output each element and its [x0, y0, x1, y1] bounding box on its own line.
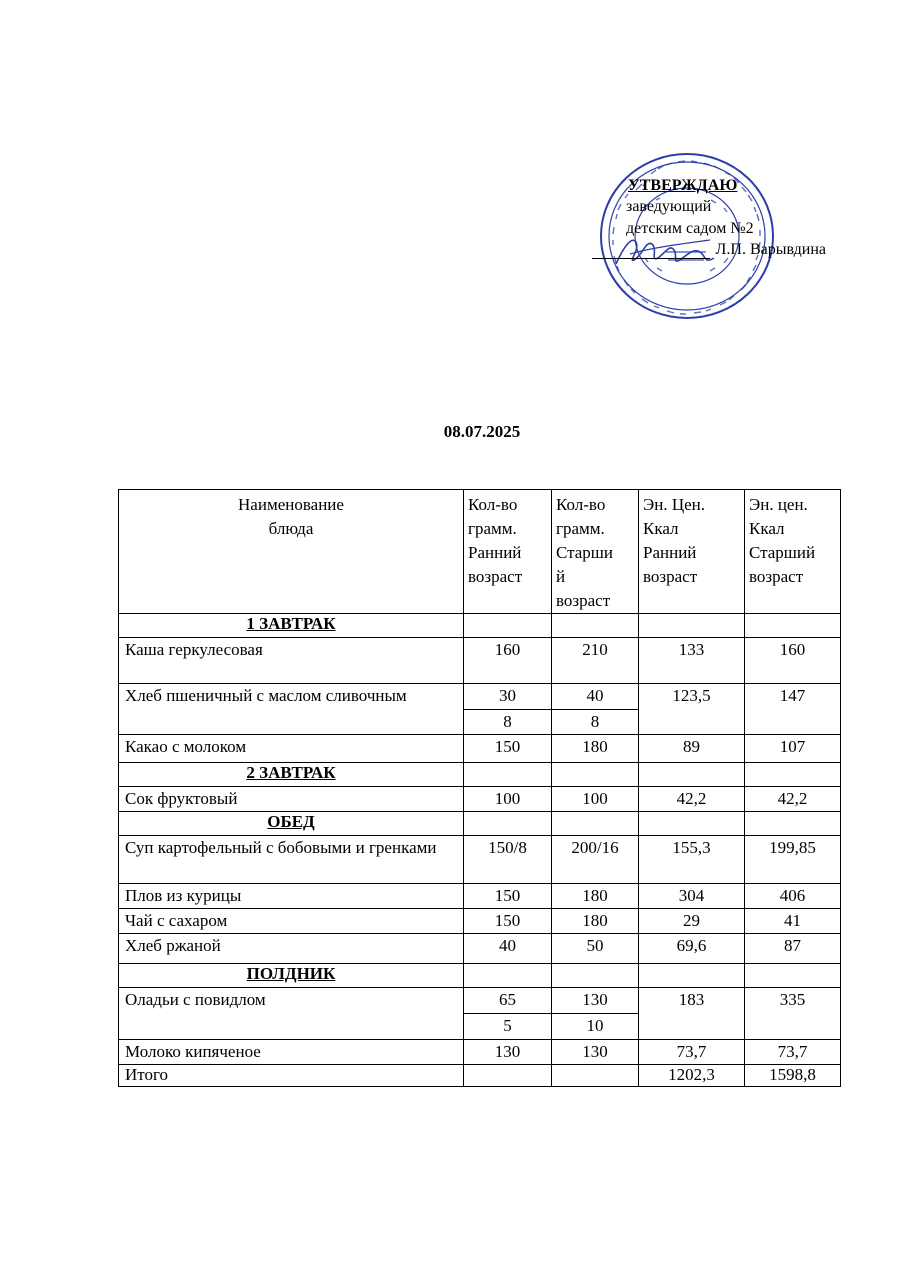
dish-row: [119, 884, 841, 909]
qty-senior-cell: [552, 787, 639, 812]
total-kcal-senior: 1598,8: [745, 1065, 841, 1087]
qty-early-cell: [464, 988, 552, 1040]
header-line: Старший: [749, 543, 816, 562]
dish-name: Хлеб ржаной: [119, 934, 464, 964]
dish-row: [119, 1040, 841, 1065]
qty-senior-cell: [552, 638, 639, 684]
header-line: возраст: [468, 567, 523, 586]
empty-cell: [639, 812, 745, 836]
section-title: ОБЕД: [119, 812, 464, 836]
header-kcal-early: [639, 490, 745, 614]
empty-cell: [639, 614, 745, 638]
qty-senior-cell: [552, 836, 639, 884]
header-line: Кол-во: [556, 495, 606, 514]
menu-body: [119, 614, 841, 1087]
approval-heading: УТВЕРЖДАЮ: [628, 177, 738, 194]
kcal-value: 29: [683, 911, 700, 930]
kcal-value: 133: [678, 640, 705, 659]
kcal-value: 73,7: [777, 1042, 808, 1061]
kcal-value: 73,7: [676, 1042, 707, 1061]
menu-date: 08.07.2025: [443, 422, 521, 441]
header-line: возраст: [643, 567, 698, 586]
kcal-senior-cell: [745, 988, 841, 1040]
kcal-value: 89: [683, 737, 700, 756]
qty-value: 150: [494, 886, 521, 905]
kcal-value: 160: [779, 640, 806, 659]
qty-value: 180: [582, 737, 608, 756]
kcal-senior-cell: [745, 836, 841, 884]
qty-value: 150: [494, 911, 521, 930]
empty-cell: [745, 964, 841, 988]
qty-value: 180: [582, 886, 608, 905]
section-header-row: [119, 812, 841, 836]
kcal-early-cell: [639, 934, 745, 964]
dish-name: Чай с сахаром: [119, 909, 464, 934]
section-title: 1 ЗАВТРАК: [119, 614, 464, 638]
kcal-senior-cell: [745, 1040, 841, 1065]
qty-senior-cell: [552, 884, 639, 909]
kcal-value: 69,6: [676, 936, 707, 955]
section-header-row: [119, 614, 841, 638]
qty-value-secondary: 5: [503, 1016, 512, 1035]
section-header-row: [119, 964, 841, 988]
qty-early-cell: [464, 909, 552, 934]
approval-position: заведующий: [626, 198, 712, 215]
dish-row: [119, 836, 841, 884]
qty-value: 150/8: [488, 838, 527, 857]
kcal-value: 41: [784, 911, 801, 930]
kcal-senior-cell: [745, 884, 841, 909]
dish-row: [119, 988, 841, 1040]
empty-cell: [464, 1065, 552, 1087]
qty-value: 100: [582, 789, 608, 808]
kcal-value: 42,2: [777, 789, 808, 808]
qty-value: 65: [464, 988, 551, 1014]
header-line: возраст: [556, 591, 611, 610]
empty-cell: [745, 812, 841, 836]
qty-early-cell: [464, 638, 552, 684]
header-line: Ккал: [643, 519, 679, 538]
empty-cell: [552, 763, 639, 787]
qty-value: 30: [464, 684, 551, 710]
kcal-value: 87: [784, 936, 801, 955]
empty-cell: [552, 1065, 639, 1087]
dish-row: [119, 787, 841, 812]
empty-cell: [464, 614, 552, 638]
qty-senior-cell: [552, 934, 639, 964]
qty-value: 150: [494, 737, 521, 756]
qty-early-cell: [464, 684, 552, 735]
qty-value-secondary: 8: [590, 712, 600, 731]
header-line: грамм.: [468, 519, 517, 538]
qty-senior-cell: [552, 735, 639, 763]
header-line: Наименование: [238, 495, 344, 514]
qty-senior-cell: [552, 909, 639, 934]
menu-table: [118, 489, 841, 1087]
total-kcal-early: 1202,3: [639, 1065, 745, 1087]
empty-cell: [552, 614, 639, 638]
kcal-early-cell: [639, 836, 745, 884]
header-line: Эн. цен.: [749, 495, 808, 514]
dish-name: Хлеб пшеничный с маслом сливочным: [119, 684, 464, 735]
empty-cell: [745, 614, 841, 638]
kcal-senior-cell: [745, 684, 841, 735]
qty-value: 210: [582, 640, 608, 659]
qty-senior-cell: [552, 988, 639, 1040]
qty-value: 200/16: [571, 838, 619, 857]
qty-senior-cell: [552, 684, 639, 735]
kcal-early-cell: [639, 638, 745, 684]
total-label: Итого: [119, 1065, 464, 1087]
dish-name: Каша геркулесовая: [119, 638, 464, 684]
kcal-value: 107: [779, 737, 806, 756]
header-line: Ккал: [749, 519, 785, 538]
qty-value: 50: [586, 936, 604, 955]
header-row: [119, 490, 841, 614]
section-header-row: [119, 763, 841, 787]
dish-name: Плов из курицы: [119, 884, 464, 909]
dish-row: [119, 638, 841, 684]
dish-name: Оладьи с повидлом: [119, 988, 464, 1040]
kcal-value: 199,85: [769, 838, 816, 857]
qty-value: 160: [494, 640, 521, 659]
kcal-value: 304: [678, 886, 705, 905]
kcal-early-cell: [639, 684, 745, 735]
kcal-value: 147: [779, 686, 806, 705]
header-line: й: [556, 567, 566, 586]
qty-value: 130: [552, 988, 638, 1014]
empty-cell: [552, 812, 639, 836]
header-line: Ранний: [468, 543, 522, 562]
qty-value: 130: [494, 1042, 521, 1061]
kcal-early-cell: [639, 884, 745, 909]
kcal-value: 155,3: [672, 838, 711, 857]
header-qty-senior: [552, 490, 639, 614]
kcal-senior-cell: [745, 787, 841, 812]
kcal-value: 335: [779, 990, 806, 1009]
empty-cell: [552, 964, 639, 988]
kcal-value: 183: [678, 990, 705, 1009]
dish-row: [119, 684, 841, 735]
kcal-senior-cell: [745, 934, 841, 964]
header-line: Кол-во: [468, 495, 518, 514]
qty-early-cell: [464, 836, 552, 884]
dish-name: Какао с молоком: [119, 735, 464, 763]
kcal-value: 406: [779, 886, 806, 905]
empty-cell: [464, 763, 552, 787]
header-line: возраст: [749, 567, 804, 586]
qty-value: 180: [582, 911, 608, 930]
dish-row: [119, 934, 841, 964]
dish-row: [119, 909, 841, 934]
header-kcal-senior: [745, 490, 841, 614]
header-dish-name: [119, 490, 464, 614]
qty-value: 40: [499, 936, 516, 955]
qty-early-cell: [464, 884, 552, 909]
empty-cell: [464, 812, 552, 836]
qty-senior-cell: [552, 1040, 639, 1065]
header-line: Старши: [556, 543, 613, 562]
qty-early-cell: [464, 787, 552, 812]
section-title: 2 ЗАВТРАК: [119, 763, 464, 787]
kcal-senior-cell: [745, 638, 841, 684]
kcal-early-cell: [639, 909, 745, 934]
section-title: ПОЛДНИК: [119, 964, 464, 988]
kcal-senior-cell: [745, 909, 841, 934]
empty-cell: [639, 964, 745, 988]
header-qty-early: [464, 490, 552, 614]
dish-name: Молоко кипяченое: [119, 1040, 464, 1065]
approval-signer-name: Л.П. Варывдина: [715, 241, 826, 258]
header-line: блюда: [268, 519, 314, 538]
qty-value-secondary: 8: [503, 712, 512, 731]
kcal-senior-cell: [745, 735, 841, 763]
empty-cell: [639, 763, 745, 787]
total-row: [119, 1065, 841, 1087]
qty-early-cell: [464, 934, 552, 964]
qty-value-secondary: 10: [586, 1016, 604, 1035]
kcal-value: 42,2: [676, 789, 707, 808]
qty-value: 130: [582, 1042, 608, 1061]
qty-early-cell: [464, 1040, 552, 1065]
kcal-early-cell: [639, 1040, 745, 1065]
qty-early-cell: [464, 735, 552, 763]
header-line: грамм.: [556, 519, 605, 538]
dish-name: Сок фруктовый: [119, 787, 464, 812]
dish-name: Суп картофельный с бобовыми и гренками: [119, 836, 464, 884]
header-line: Ранний: [643, 543, 697, 562]
kcal-value: 123,5: [672, 686, 711, 705]
header-line: Эн. Цен.: [643, 495, 705, 514]
kcal-early-cell: [639, 735, 745, 763]
kcal-early-cell: [639, 787, 745, 812]
empty-cell: [745, 763, 841, 787]
approval-organization: детским садом №2: [626, 220, 754, 237]
kcal-early-cell: [639, 988, 745, 1040]
qty-value: 40: [552, 684, 638, 710]
qty-value: 100: [494, 789, 521, 808]
dish-row: [119, 735, 841, 763]
empty-cell: [464, 964, 552, 988]
